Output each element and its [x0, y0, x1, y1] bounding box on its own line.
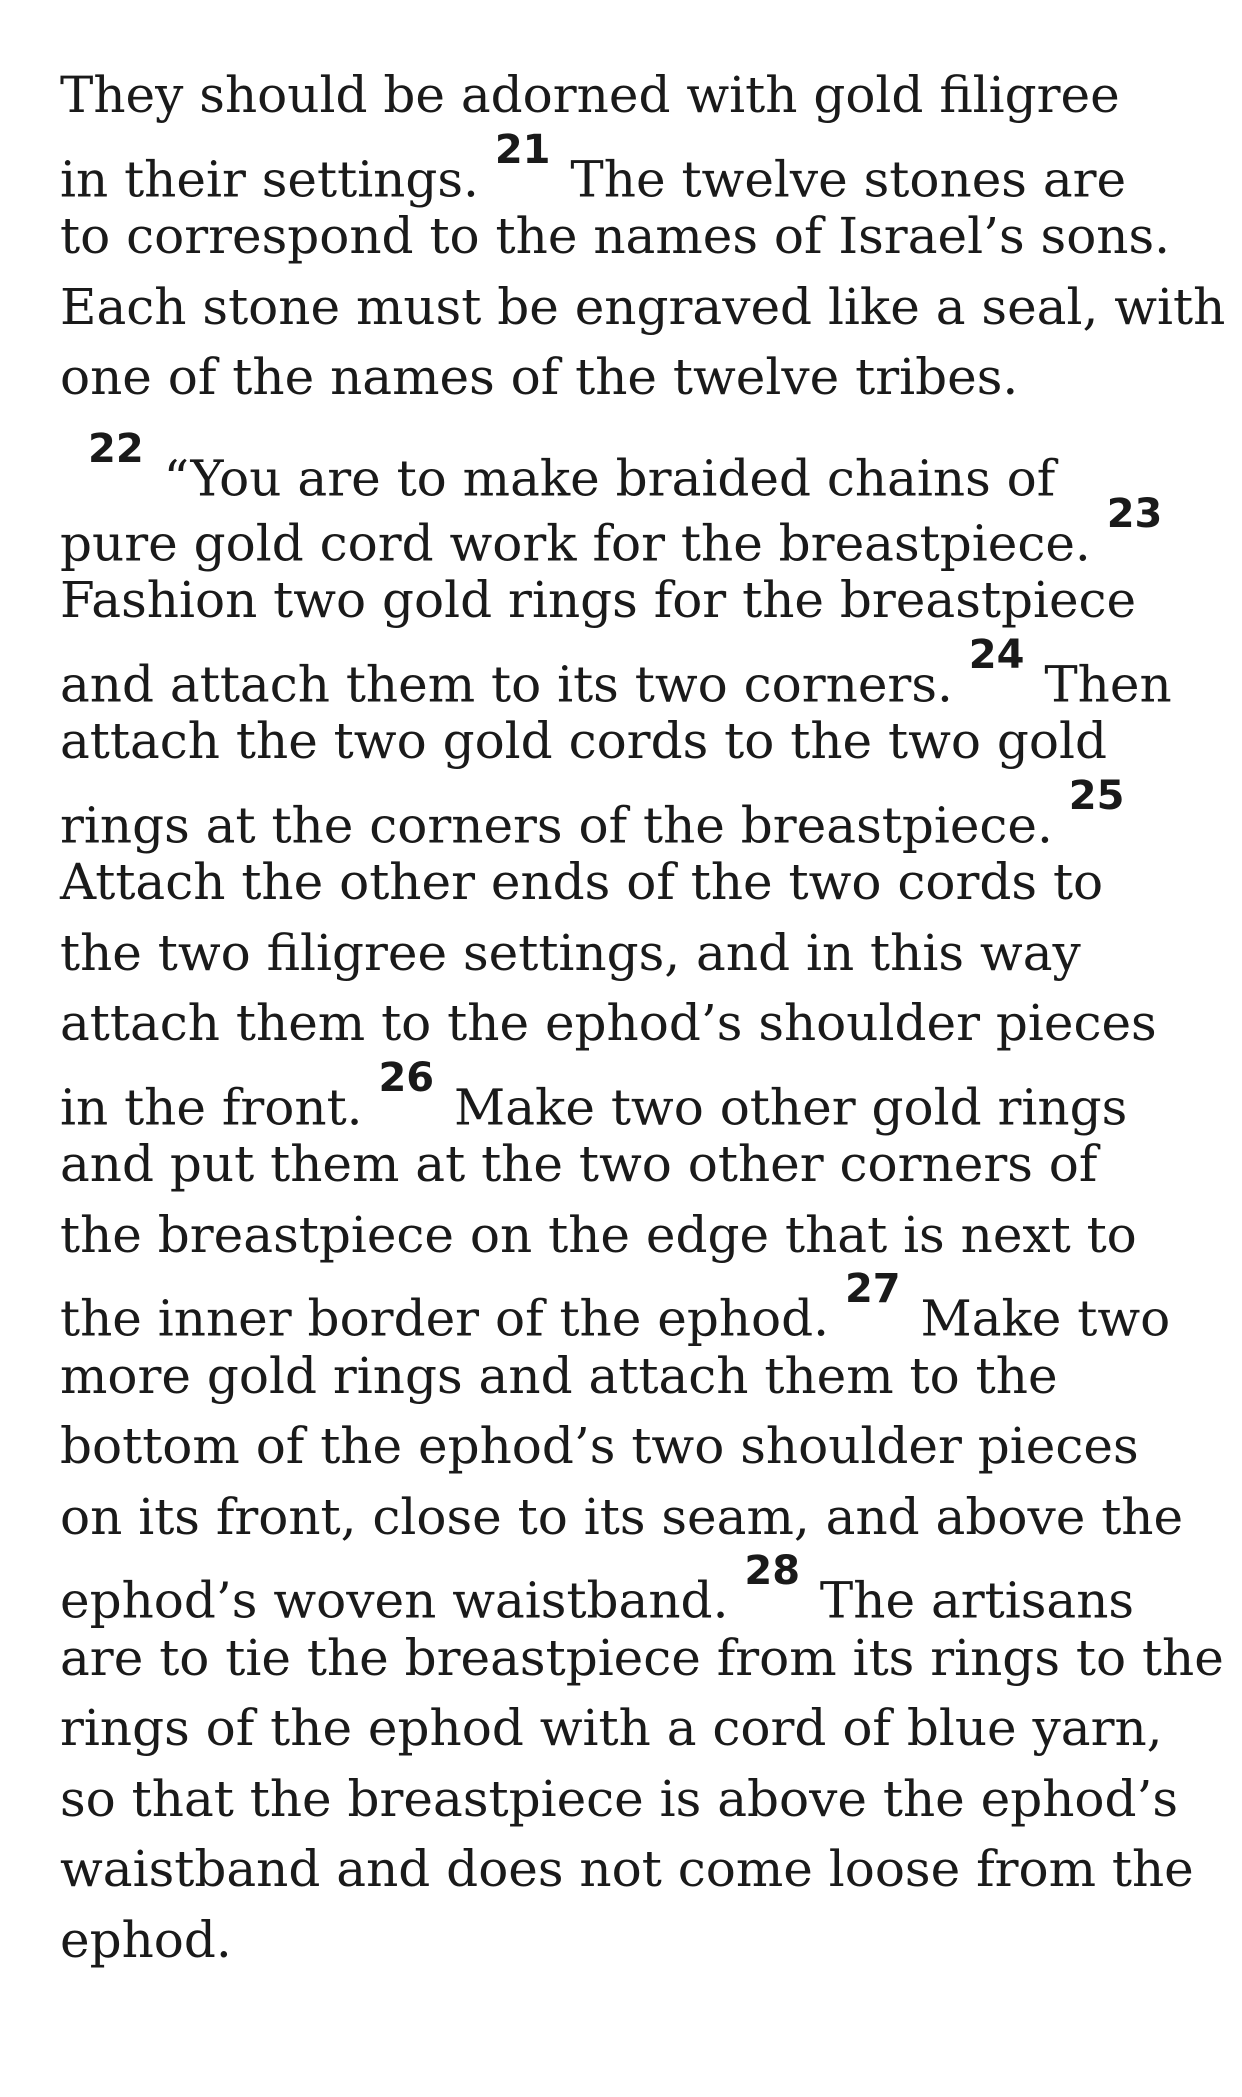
- line-text: and attach them to its two corners.: [60, 655, 969, 714]
- line-text: in their settings.: [60, 150, 495, 209]
- text-line: [60, 1693, 1190, 1764]
- line-text: The twelve stones are: [554, 150, 1127, 209]
- line-text: one of the names of the twelve tribes.: [60, 348, 1019, 406]
- text-line: [60, 1054, 1190, 1137]
- line-text: rings at the corners of the breastpiece.: [60, 796, 1069, 855]
- line-text: Attach the other ends of the two cords to: [60, 853, 1104, 911]
- text-line: [60, 1482, 1190, 1553]
- text-line: [60, 1548, 1190, 1630]
- verse-number-22: 22: [88, 425, 144, 472]
- line-text: to correspond to the names of Israel’s sons.: [60, 207, 1171, 265]
- text-line-paragraph-start: [60, 413, 1190, 508]
- text-line: [60, 272, 1226, 343]
- text-line: [60, 342, 1190, 413]
- line-text: and put them at the two other corners of: [60, 1135, 1098, 1193]
- line-text: attach the two gold cords to the two gold: [60, 712, 1107, 770]
- line-text: are to tie the breastpiece from its rings to the: [60, 1628, 1224, 1687]
- line-text: Make two other gold rings: [438, 1078, 1128, 1137]
- text-line: [60, 1266, 1190, 1348]
- line-text: Fashion two gold rings for the breastpiece: [60, 571, 1137, 629]
- line-text: the inner border of the ephod.: [60, 1289, 845, 1348]
- text-line: [60, 490, 1190, 573]
- line-text: on its front, close to its seam, and above the: [60, 1487, 1184, 1546]
- text-line: [60, 1341, 1190, 1412]
- line-text: in the front.: [60, 1078, 379, 1137]
- text-line: [60, 1623, 1224, 1694]
- line-text: The artisans: [804, 1571, 1135, 1630]
- text-line: [60, 706, 1190, 777]
- text-line: [60, 772, 1190, 855]
- text-line: [60, 847, 1190, 918]
- text-line: [60, 988, 1190, 1059]
- text-line: [60, 1411, 1190, 1482]
- text-line: [60, 201, 1190, 272]
- line-text: pure gold cord work for the breastpiece.: [60, 514, 1107, 573]
- line-text: bottom of the ephod’s two shoulder pieces: [60, 1417, 1139, 1475]
- line-text: more gold rings and attach them to the: [60, 1346, 1058, 1405]
- line-text: They should be adorned with gold filigree: [60, 66, 1120, 124]
- line-text: the two filigree settings, and in this way: [60, 923, 1081, 982]
- line-text: Then: [1028, 655, 1172, 714]
- text-line: [60, 1764, 1190, 1835]
- verse-number-23: 23: [1106, 490, 1163, 537]
- verse-number-28: 28: [744, 1548, 801, 1594]
- text-line: [60, 60, 1190, 131]
- line-text: ephod.: [60, 1910, 232, 1969]
- verse-number-27: 27: [844, 1266, 901, 1312]
- text-line: [60, 1200, 1190, 1271]
- line-text: attach them to the ephod’s shoulder pieces: [60, 994, 1157, 1052]
- line-text: so that the breastpiece is above the ephod’s: [60, 1769, 1179, 1828]
- verse-number-25: 25: [1068, 772, 1125, 819]
- line-text: rings of the ephod with a cord of blue yarn,: [60, 1699, 1163, 1757]
- text-line: [60, 565, 1190, 636]
- line-text: waistband and does not come loose from the: [60, 1840, 1194, 1898]
- line-text: Make two: [904, 1289, 1171, 1348]
- text-line: [60, 1905, 1190, 1976]
- text-line: [60, 1129, 1190, 1200]
- line-text: ephod’s woven waistband.: [60, 1571, 745, 1630]
- text-line: [60, 126, 1190, 209]
- line-text: Each stone must be engraved like a seal, with: [60, 277, 1226, 336]
- text-line: [60, 918, 1190, 989]
- verse-number-24: 24: [968, 631, 1025, 678]
- line-text: “You are to make braided chains of: [147, 449, 1056, 508]
- line-text: the breastpiece on the edge that is next to: [60, 1205, 1137, 1264]
- verse-number-21: 21: [494, 126, 551, 173]
- scripture-passage: [60, 60, 1226, 1975]
- text-line: [60, 1834, 1194, 1905]
- verse-number-26: 26: [378, 1054, 435, 1101]
- text-line: [60, 631, 1190, 714]
